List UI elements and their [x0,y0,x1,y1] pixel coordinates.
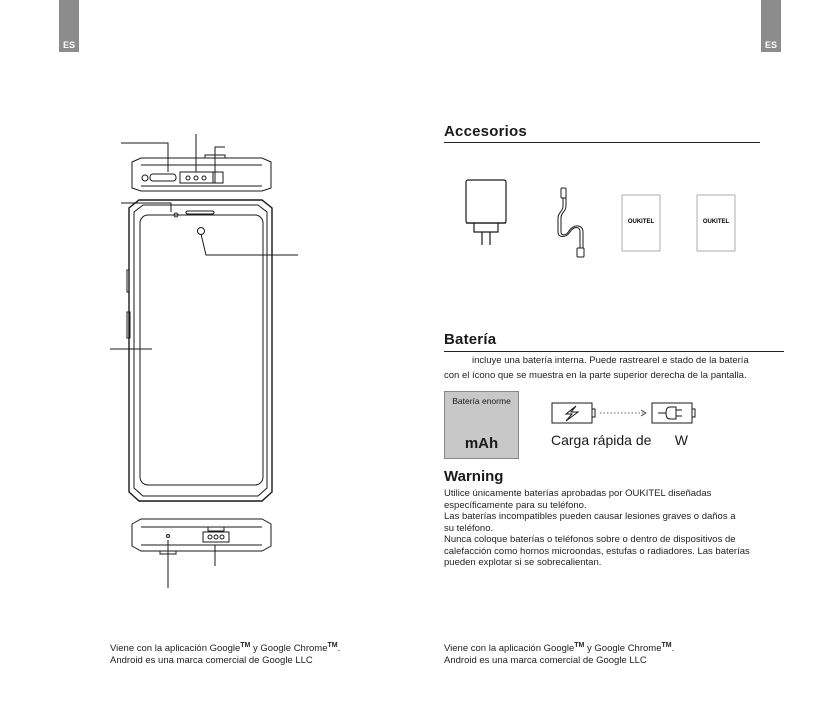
language-tab-label: ES [764,40,777,50]
trademark-mark: TM [240,642,251,649]
warranty-brand-label: OUKITEL [702,219,730,225]
battery-capacity-unit: mAh [464,435,499,452]
footer-text: y Google Chrome [250,643,328,655]
warning-line: específicamente para su teléfono. [444,499,587,511]
footer-text: y Google Chrome [584,643,662,655]
fast-charge-text [551,432,688,448]
warning-text [444,488,750,569]
footer-text: . [671,643,675,655]
battery-title: Batería [444,331,497,348]
warning-line: pueden explotar si se sobrecalientan. [444,557,602,568]
footer-line-1 [110,640,340,655]
footer-left [110,640,340,666]
footer-right [444,640,674,666]
footer-text: . [337,643,341,655]
language-tab-label: ES [62,40,75,50]
warning-line: calefacción como hornos microondas, estufas o radiadores. Las baterías [444,545,750,557]
warning-line: Las baterías incompatibles pueden causar lesiones graves o daños a [444,511,736,522]
footer-line-2: Android es una marca comercial de Google LLC [444,654,647,666]
manual-brand-label: OUKITEL [627,219,655,225]
battery-text-line-2: con el ícono que se muestra en la parte superior derecha de la pantalla. [444,370,747,381]
trademark-mark: TM [661,642,672,649]
trademark-mark: TM [574,642,585,649]
warning-line: su teléfono. [444,522,494,534]
fast-charge-label: Carga rápida de W [551,432,688,448]
battery-capacity-title: Batería enorme [452,396,511,406]
battery-text-line-1: incluye una batería interna. Puede rastrearel e stado de la batería [472,355,749,366]
battery-charging-icon [552,403,595,423]
warning-line: Nunca coloque baterías o teléfonos sobre o dentro de dispositivos de [444,534,736,545]
accessories-title: Accesorios [444,123,527,140]
footer-text: Viene con la aplicación Google [110,643,241,655]
plug-battery-icon [652,403,695,423]
trademark-mark: TM [327,642,338,649]
warning-title: Warning [444,468,504,485]
footer-line-2: Android es una marca comercial de Google LLC [110,654,313,666]
footer-text: Viene con la aplicación Google [444,643,575,655]
warning-line: Utilice únicamente baterías aprobadas por OUKITEL diseñadas [444,488,712,499]
footer-line-1 [444,640,674,655]
